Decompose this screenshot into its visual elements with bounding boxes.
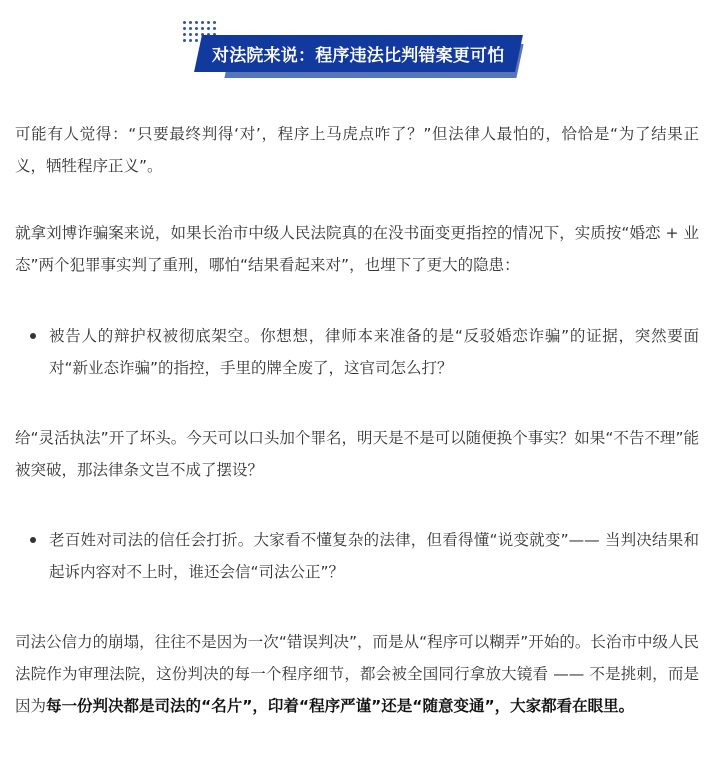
paragraph-case: 就拿刘博诈骗案来说，如果长治市中级人民法院真的在没书面变更指控的情况下，实质按“婚恋 + 业态”两个犯罪事实判了重刑，哪怕“结果看起来对”，也埋下了更大的隐患： (15, 224, 699, 274)
list-item (15, 524, 699, 588)
list-item-text: 被告人的辩护权被彻底架空。你想想，律师本来准备的是“反驳婚恋诈骗”的证据，突然要面对“新业态诈骗”的指控，手里的牌全废了，这官司怎么打？ (49, 327, 699, 377)
bullet-dot-icon (30, 537, 36, 543)
bullet-list (15, 320, 699, 384)
paragraph-intro: 可能有人觉得：“只要最终判得‘对’，程序上马虎点咋了？”但法律人最怕的，恰恰是“为了结果正义，牺牲程序正义”。 (15, 125, 699, 175)
section-title: 对法院来说：程序违法比判错案更可怕 (212, 46, 505, 66)
bullet-dot-icon (30, 333, 36, 339)
conclusion-text: 司法公信力的崩塌，往往不是因为一次“错误判决”，而是从“程序可以糊弄”开始的。长治市中级人民法院作为审理法院，这份判决的每一个程序细节，都会被全国同行拿放大镜看 —— 不是挑刺，而是因为 (15, 633, 699, 715)
title-banner (194, 35, 523, 72)
conclusion-emphasis: 每一份判决都是司法的“名片”，印着“程序严谨”还是“随意变通”，大家都看在眼里。 (46, 697, 635, 715)
paragraph-precedent: 给“灵活执法”开了坏头。今天可以口头加个罪名，明天是不是可以随便换个事实？如果“不告不理”能被突破，那法律条文岂不成了摆设？ (15, 429, 699, 479)
article-body (15, 118, 699, 722)
bullet-list (15, 524, 699, 588)
paragraph-conclusion (15, 626, 699, 722)
list-item-text: 老百姓对司法的信任会打折。大家看不懂复杂的法律，但看得懂“说变就变”—— 当判决结果和起诉内容对不上时，谁还会信“司法公正”？ (49, 531, 699, 581)
list-item (15, 320, 699, 384)
section-header (0, 0, 714, 95)
